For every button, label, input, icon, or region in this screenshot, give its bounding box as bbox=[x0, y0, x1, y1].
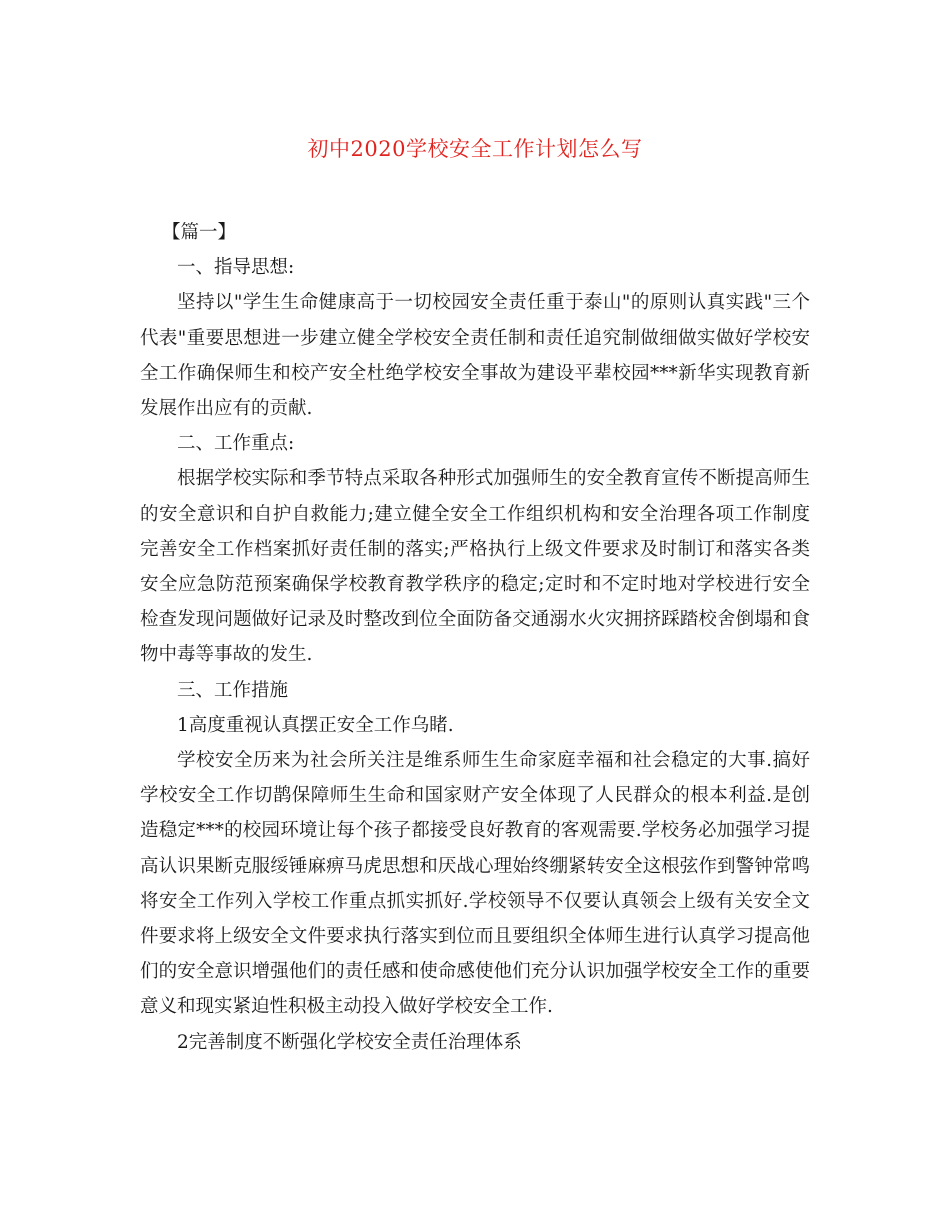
paragraph-guiding-ideology: 坚持以"学生生命健康高于一切校园安全责任重于泰山"的原则认真实践"三个代表"重要思想进一步建立健全学校安全责任制和责任追究制做细做实做好学校安全工作确保师生和校产安全杜绝学校安全事故为建设平辈校园***新华实现教育新发展作出应有的贡献. bbox=[140, 292, 810, 420]
section-marker: 【篇一】 bbox=[162, 222, 237, 243]
paragraph-measure-1: 学校安全历来为社会所关注是维系师生生命家庭幸福和社会稳定的大事.搞好学校安全工作切鹊保障师生生命和国家财产安全体现了人民群众的根本利益.是创造稳定***的校园环境让每个孩子都接受良好教育的客观需要.学校务必加强学习提高认识果断克服绥锤麻痹马虎思想和厌战心理始终绷紧转安全这根弦作到警钟常鸣将安全工作列入学校工作重点抓实抓好.学校领导不仅要认真领会上级有关安全文件要求将上级安全文件要求执行落实到位而且要组织全体师生进行认真学习提高他们的安全意识增强他们的责任感和使命感使他们充分认识加强学校安全工作的重要意义和现实紧迫性积极主动投入做好学校安全工作. bbox=[140, 750, 810, 1018]
heading-work-measures: 三、工作措施 bbox=[177, 679, 289, 701]
subheading-measure-2: 2完善制度不断强化学校安全责任治理体系 bbox=[177, 1031, 522, 1053]
document-body bbox=[140, 215, 810, 1060]
document-title: 初中2020学校安全工作计划怎么写 bbox=[307, 137, 643, 161]
heading-guiding-ideology: 一、指导思想: bbox=[177, 257, 295, 279]
subheading-measure-1: 1高度重视认真摆正安全工作乌睹. bbox=[177, 714, 454, 736]
heading-work-focus: 二、工作重点: bbox=[177, 433, 295, 455]
paragraph-work-focus: 根据学校实际和季节特点采取各种形式加强师生的安全教育宣传不断提高师生的安全意识和自护自救能力;建立健全安全工作组织机构和安全治理各项工作制度完善安全工作档案抓好责任制的落实;严格执行上级文件要求及时制订和落实各类安全应急防范预案确保学校教育教学秩序的稳定;定时和不定时地对学校进行安全检查发现问题做好记录及时整改到位全面防备交通溺水火灾拥挤踩踏校舍倒塌和食物中毒等事故的发生. bbox=[140, 468, 810, 666]
